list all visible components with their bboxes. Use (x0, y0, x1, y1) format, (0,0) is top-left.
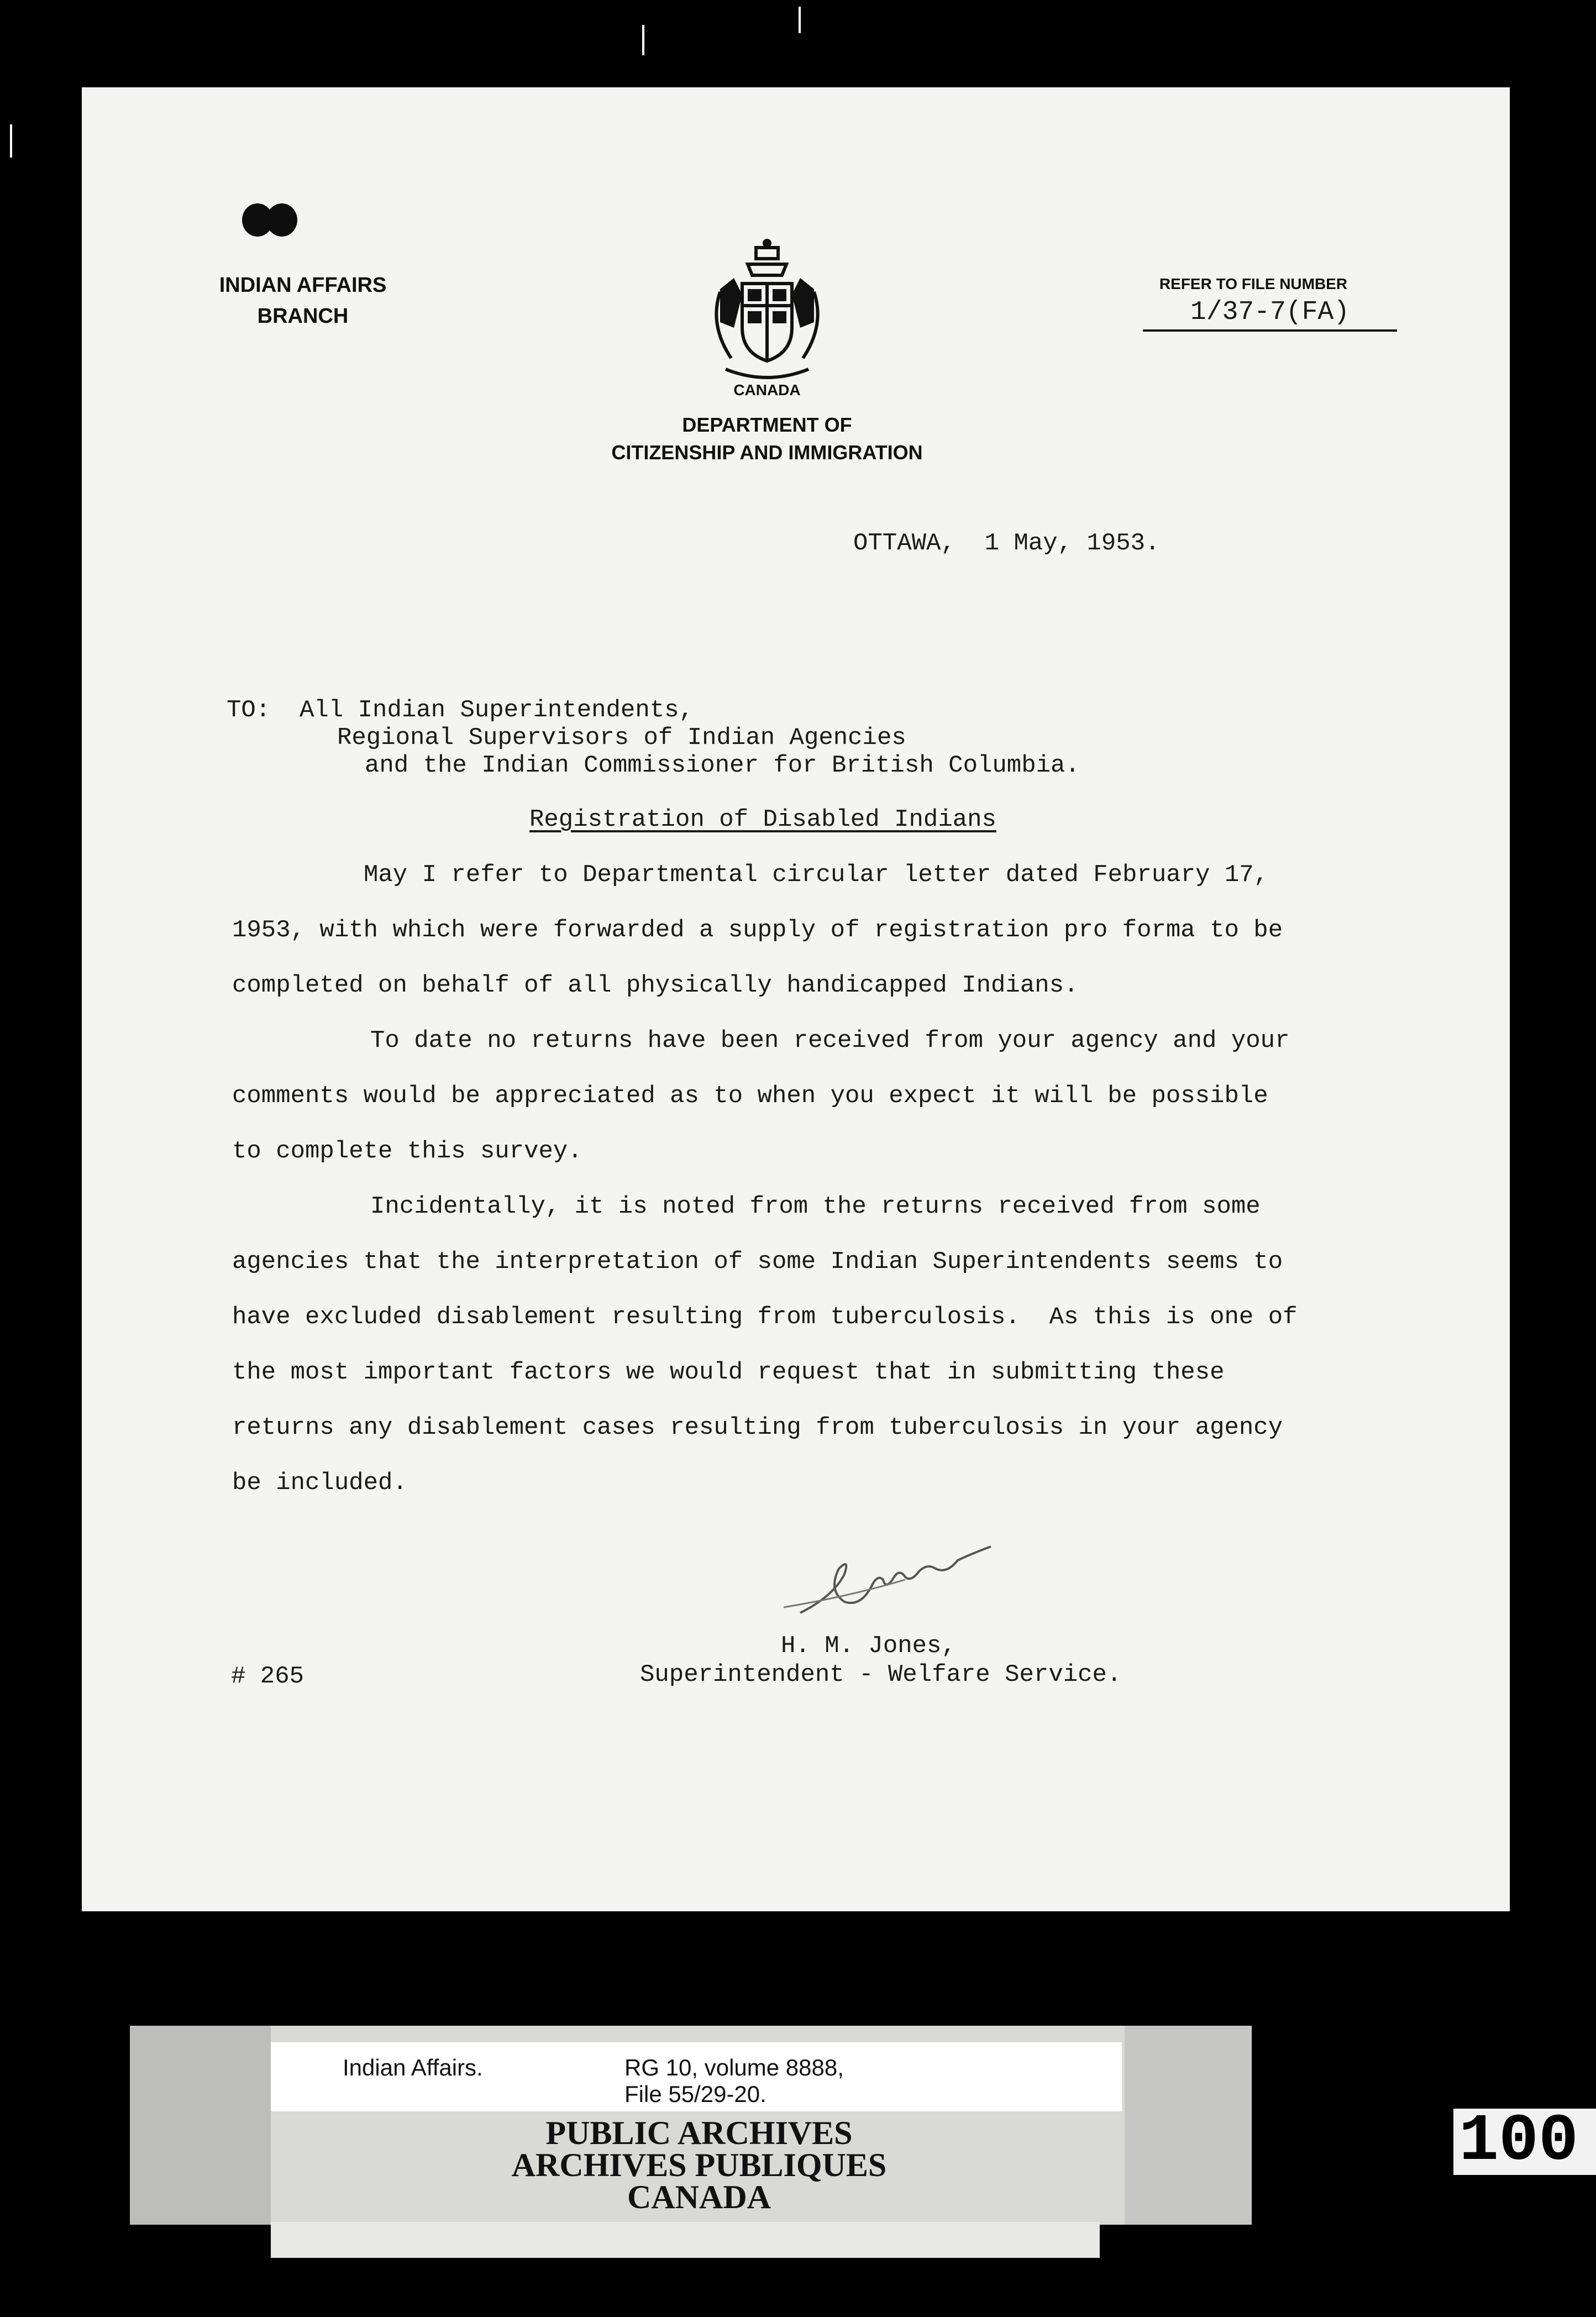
archives-stamp (439, 2117, 959, 2213)
archives-line-1: PUBLIC ARCHIVES (545, 2115, 853, 2151)
addressee-line-1: TO: All Indian Superintendents, (227, 696, 694, 724)
coat-of-arms-icon (704, 237, 831, 386)
body-line: completed on behalf of all physically handicapped Indians. (232, 972, 1079, 999)
file-label: File 55/29-20. (624, 2081, 767, 2107)
film-scratch-mark (642, 25, 644, 55)
body-line: the most important factors we would request that in submitting these (232, 1359, 1225, 1386)
addressee-line-3: and the Indian Commissioner for British Columbia. (365, 752, 1080, 779)
refer-to-file-label: REFER TO FILE NUMBER (1159, 275, 1348, 292)
strip-bottom-edge (271, 2222, 1100, 2258)
film-scratch-mark (10, 124, 12, 158)
film-frame-number (1453, 2104, 1596, 2179)
body-line: To date no returns have been received from your agency and your (370, 1027, 1290, 1055)
country-label: CANADA (733, 381, 801, 399)
department-line-1: DEPARTMENT OF (682, 413, 852, 436)
branch-line-2: BRANCH (257, 305, 349, 328)
letter-page (82, 87, 1510, 1911)
signatory-title: Superintendent - Welfare Service. (640, 1661, 1122, 1689)
body-line: be included. (232, 1469, 407, 1497)
circular-reference-number: # 265 (231, 1663, 305, 1690)
branch-heading (214, 270, 391, 332)
signatory-name: H. M. Jones, (781, 1632, 956, 1660)
body-line: 1953, with which were forwarded a supply of registration pro forma to be (232, 916, 1283, 944)
department-emblem-dots (242, 203, 303, 242)
dateline: OTTAWA, 1 May, 1953. (853, 530, 1160, 557)
body-line: agencies that the interpretation of some Indian Superintendents seems to (232, 1248, 1283, 1276)
fonds-label: Indian Affairs. (343, 2054, 483, 2080)
film-scratch-mark (799, 7, 801, 33)
letter-subject: Registration of Disabled Indians (529, 806, 996, 834)
body-line: have excluded disablement resulting from tuberculosis. As this is one of (232, 1303, 1298, 1331)
addressee-line-2: Regional Supervisors of Indian Agencies (337, 724, 906, 752)
strip-edge (1125, 2026, 1252, 2225)
body-line: comments would be appreciated as to when you expect it will be possible (232, 1082, 1268, 1110)
archives-line-3: CANADA (627, 2179, 771, 2215)
body-line: to complete this survey. (232, 1137, 582, 1165)
body-line: Incidentally, it is noted from the returns received from some (370, 1193, 1261, 1220)
branch-line-1: INDIAN AFFAIRS (219, 274, 387, 297)
body-line: returns any disablement cases resulting from tuberculosis in your agency (232, 1414, 1283, 1441)
file-number: 1/37-7(FA) (1143, 297, 1397, 332)
volume-label: RG 10, volume 8888, (624, 2054, 844, 2080)
frame-number-text: 100 (1459, 2104, 1579, 2179)
handwritten-signature (778, 1524, 1110, 1635)
strip-edge (130, 2026, 271, 2225)
department-line-2: CITIZENSHIP AND IMMIGRATION (611, 441, 923, 464)
archive-label-box (271, 2042, 1122, 2111)
archives-line-2: ARCHIVES PUBLIQUES (511, 2147, 887, 2183)
archive-reference-strip (130, 2026, 1252, 2225)
body-line: May I refer to Departmental circular letter dated February 17, (364, 861, 1269, 889)
